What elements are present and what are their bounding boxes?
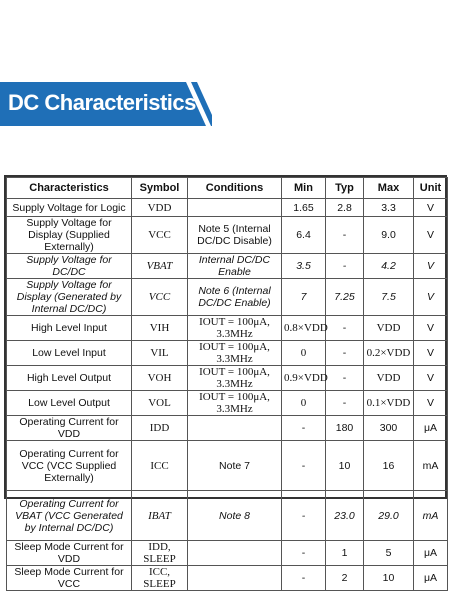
typ-cell: - — [326, 391, 364, 416]
symbol-cell: VCC — [132, 217, 188, 254]
min-cell: 1.65 — [282, 199, 326, 217]
characteristic-cell: Supply Voltage for Logic — [7, 199, 132, 217]
typ-cell: - — [326, 341, 364, 366]
typ-cell: 10 — [326, 441, 364, 491]
characteristic-cell: Operating Current for VDD — [7, 416, 132, 441]
unit-cell: mA — [414, 491, 448, 541]
table-row — [7, 416, 448, 441]
max-cell: 0.1×VDD — [364, 391, 414, 416]
conditions-cell — [188, 199, 282, 217]
characteristic-cell: Sleep Mode Current for VDD — [7, 541, 132, 566]
max-cell: 9.0 — [364, 217, 414, 254]
column-header: Min — [282, 178, 326, 199]
min-cell: 6.4 — [282, 217, 326, 254]
unit-cell: μA — [414, 566, 448, 591]
characteristic-cell: High Level Output — [7, 366, 132, 391]
conditions-cell: Note 6 (Internal DC/DC Enable) — [188, 279, 282, 316]
unit-cell: V — [414, 316, 448, 341]
min-cell: - — [282, 541, 326, 566]
conditions-cell: Note 5 (Internal DC/DC Disable) — [188, 217, 282, 254]
conditions-cell: Note 8 — [188, 491, 282, 541]
max-cell: 300 — [364, 416, 414, 441]
max-cell: VDD — [364, 316, 414, 341]
typ-cell: 7.25 — [326, 279, 364, 316]
symbol-cell: VOH — [132, 366, 188, 391]
unit-cell: V — [414, 366, 448, 391]
table-row — [7, 441, 448, 491]
min-cell: 0 — [282, 341, 326, 366]
min-cell: - — [282, 441, 326, 491]
conditions-cell: Note 7 — [188, 441, 282, 491]
table-row — [7, 391, 448, 416]
unit-cell: mA — [414, 441, 448, 491]
characteristic-cell: Sleep Mode Current for VCC — [7, 566, 132, 591]
unit-cell: V — [414, 279, 448, 316]
min-cell: 7 — [282, 279, 326, 316]
symbol-cell: ICC, SLEEP — [132, 566, 188, 591]
unit-cell: V — [414, 199, 448, 217]
max-cell: 3.3 — [364, 199, 414, 217]
column-header: Max — [364, 178, 414, 199]
characteristic-cell: Supply Voltage for DC/DC — [7, 254, 132, 279]
unit-cell: V — [414, 341, 448, 366]
symbol-cell: IBAT — [132, 491, 188, 541]
typ-cell: - — [326, 316, 364, 341]
table-header-row — [7, 178, 448, 199]
min-cell: 0.9×VDD — [282, 366, 326, 391]
conditions-cell: IOUT = 100μA, 3.3MHz — [188, 341, 282, 366]
section-banner — [0, 82, 212, 126]
max-cell: 5 — [364, 541, 414, 566]
column-header: Conditions — [188, 178, 282, 199]
column-header: Symbol — [132, 178, 188, 199]
conditions-cell — [188, 416, 282, 441]
unit-cell: V — [414, 391, 448, 416]
max-cell: 4.2 — [364, 254, 414, 279]
column-header: Characteristics — [7, 178, 132, 199]
min-cell: - — [282, 491, 326, 541]
conditions-cell: IOUT = 100μA, 3.3MHz — [188, 316, 282, 341]
column-header: Unit — [414, 178, 448, 199]
conditions-cell — [188, 541, 282, 566]
characteristic-cell: Low Level Input — [7, 341, 132, 366]
table-row — [7, 491, 448, 541]
table-row — [7, 254, 448, 279]
symbol-cell: VBAT — [132, 254, 188, 279]
table-row — [7, 541, 448, 566]
symbol-cell: VIL — [132, 341, 188, 366]
typ-cell: 1 — [326, 541, 364, 566]
symbol-cell: VDD — [132, 199, 188, 217]
characteristic-cell: Supply Voltage for Display (Generated by Internal DC/DC) — [7, 279, 132, 316]
table-row — [7, 566, 448, 591]
table-row — [7, 366, 448, 391]
typ-cell: 23.0 — [326, 491, 364, 541]
table-row — [7, 316, 448, 341]
unit-cell: V — [414, 217, 448, 254]
symbol-cell: ICC — [132, 441, 188, 491]
table-row — [7, 279, 448, 316]
characteristic-cell: Supply Voltage for Display (Supplied Externally) — [7, 217, 132, 254]
unit-cell: V — [414, 254, 448, 279]
max-cell: VDD — [364, 366, 414, 391]
column-header: Typ — [326, 178, 364, 199]
max-cell: 16 — [364, 441, 414, 491]
min-cell: 3.5 — [282, 254, 326, 279]
characteristic-cell: Operating Current for VBAT (VCC Generated by Internal DC/DC) — [7, 491, 132, 541]
max-cell: 10 — [364, 566, 414, 591]
characteristic-cell: Low Level Output — [7, 391, 132, 416]
typ-cell: - — [326, 254, 364, 279]
min-cell: 0.8×VDD — [282, 316, 326, 341]
symbol-cell: IDD — [132, 416, 188, 441]
conditions-cell: Internal DC/DC Enable — [188, 254, 282, 279]
unit-cell: μA — [414, 541, 448, 566]
dc-characteristics-table — [4, 175, 447, 590]
min-cell: 0 — [282, 391, 326, 416]
section-title: DC Characteristics — [8, 90, 196, 115]
min-cell: - — [282, 566, 326, 591]
typ-cell: 2.8 — [326, 199, 364, 217]
table-row — [7, 217, 448, 254]
characteristic-cell: High Level Input — [7, 316, 132, 341]
table-row — [7, 341, 448, 366]
typ-cell: - — [326, 217, 364, 254]
max-cell: 0.2×VDD — [364, 341, 414, 366]
table-row — [7, 199, 448, 217]
conditions-cell — [188, 566, 282, 591]
typ-cell: 2 — [326, 566, 364, 591]
symbol-cell: IDD, SLEEP — [132, 541, 188, 566]
symbol-cell: VIH — [132, 316, 188, 341]
max-cell: 29.0 — [364, 491, 414, 541]
unit-cell: μA — [414, 416, 448, 441]
characteristic-cell: Operating Current for VCC (VCC Supplied Externally) — [7, 441, 132, 491]
conditions-cell: IOUT = 100μA, 3.3MHz — [188, 391, 282, 416]
min-cell: - — [282, 416, 326, 441]
typ-cell: 180 — [326, 416, 364, 441]
max-cell: 7.5 — [364, 279, 414, 316]
typ-cell: - — [326, 366, 364, 391]
conditions-cell: IOUT = 100μA, 3.3MHz — [188, 366, 282, 391]
symbol-cell: VOL — [132, 391, 188, 416]
symbol-cell: VCC — [132, 279, 188, 316]
